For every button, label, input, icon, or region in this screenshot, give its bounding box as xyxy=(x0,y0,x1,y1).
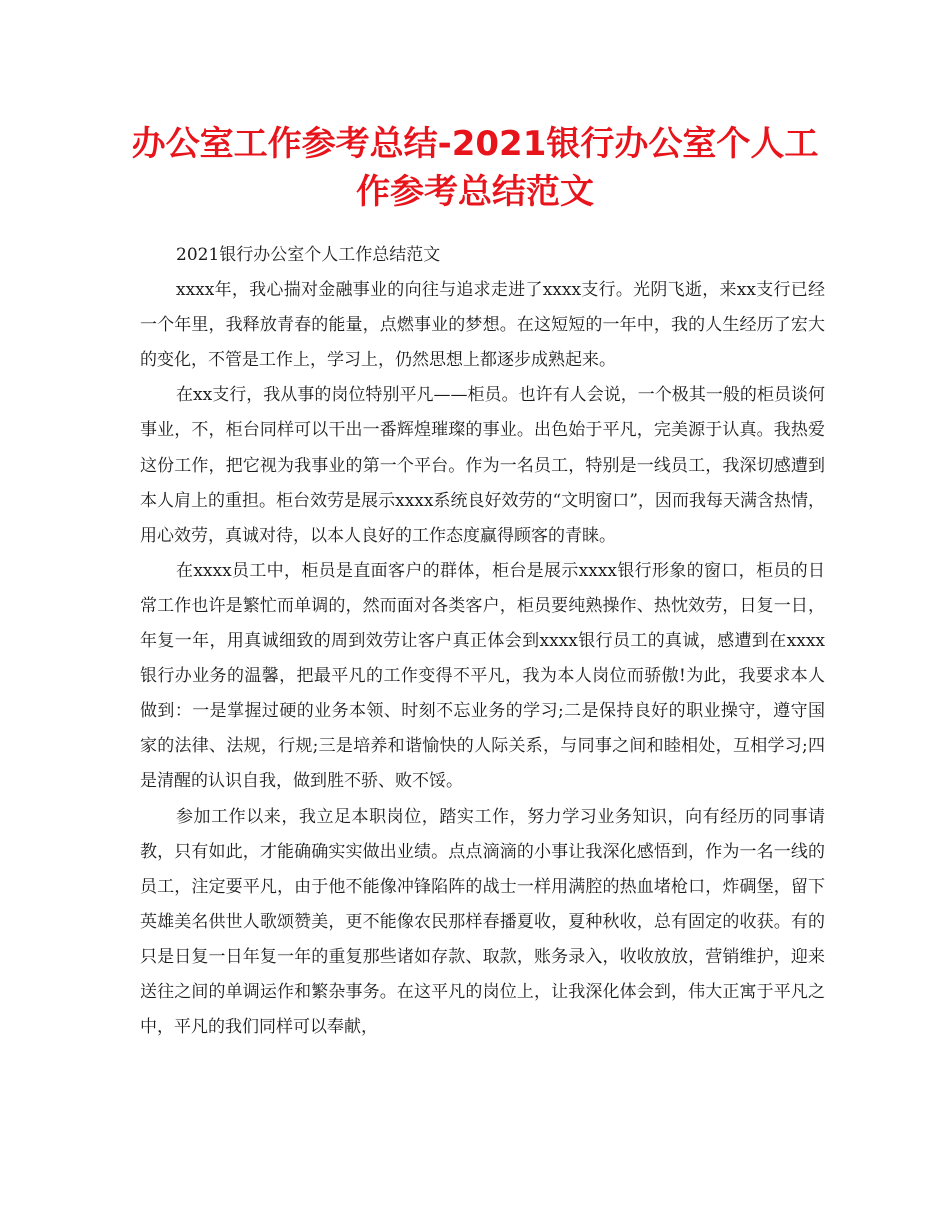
document-title: 办公室工作参考总结-2021银行办公室个人工作参考总结范文 xyxy=(131,124,819,212)
paragraph: 在xx支行，我从事的岗位特别平凡——柜员。也许有人会说，一个极其一般的柜员谈何事业，不，柜台同样可以干出一番辉煌璀璨的事业。出色始于平凡，完美源于认真。我热爱这份工作，把它视为我事业的第一个平台。作为一名员工，特别是一线员工，我深切感遭到本人肩上的重担。柜台效劳是展示xxxx系统良好效劳的“文明窗口”，因而我每天满含热情，用心效劳，真诚对待，以本人良好的工作态度赢得顾客的青睐。 xyxy=(140,385,825,546)
paragraph: 参加工作以来，我立足本职岗位，踏实工作，努力学习业务知识，向有经历的同事请教，只有如此，才能确确实实做出业绩。点点滴滴的小事让我深化感悟到，作为一名一线的员工，注定要平凡，由于他不能像冲锋陷阵的战士一样用满腔的热血堵枪口，炸碉堡，留下英雄美名供世人歌颂赞美，更不能像农民那样春播夏收，夏种秋收，总有固定的收获。有的只是日复一日年复一年的重复那些诸如存款、取款，账务录入，收收放放，营销维护，迎来送往之间的单调运作和繁杂事务。在这平凡的岗位上，让我深化体会到，伟大正寓于平凡之中，平凡的我们同样可以奉献， xyxy=(140,806,825,1038)
paragraph: 在xxxx员工中，柜员是直面客户的群体，柜台是展示xxxx银行形象的窗口，柜员的日常工作也许是繁忙而单调的，然而面对各类客户，柜员要纯熟操作、热忱效劳，日复一日，年复一年，用真诚细致的周到效劳让客户真正体会到xxxx银行员工的真诚，感遭到在xxxx银行办业务的温馨，把最平凡的工作变得不平凡，我为本人岗位而骄傲!为此，我要求本人做到：一是掌握过硬的业务本领、时刻不忘业务的学习;二是保持良好的职业操守，遵守国家的法律、法规，行规;三是培养和谐愉快的人际关系，与同事之间和睦相处，互相学习;四是清醒的认识自我，做到胜不骄、败不馁。 xyxy=(140,560,825,792)
document-body xyxy=(140,238,825,1045)
paragraph-subtitle: 2021银行办公室个人工作总结范文 xyxy=(176,245,441,265)
paragraph: xxxx年，我心揣对金融事业的向往与追求走进了xxxx支行。光阴飞逝，来xx支行已经一个年里，我释放青春的能量，点燃事业的梦想。在这短短的一年中，我的人生经历了宏大的变化，不管是工作上，学习上，仍然思想上都逐步成熟起来。 xyxy=(140,280,825,371)
